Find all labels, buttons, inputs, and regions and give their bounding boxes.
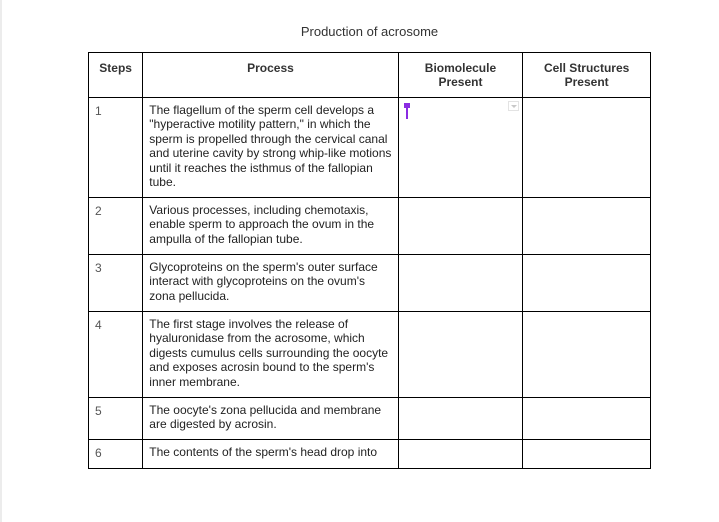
biomolecule-cell[interactable] (398, 312, 523, 398)
step-cell[interactable]: 4 (89, 312, 143, 398)
biomolecule-cell[interactable] (398, 398, 523, 440)
cell-structures-cell[interactable] (523, 98, 651, 198)
cell-structures-cell[interactable] (523, 398, 651, 440)
collaborator-cursor-icon (404, 103, 410, 119)
header-biomolecule[interactable] (398, 53, 523, 98)
header-cell-structures[interactable] (523, 53, 651, 98)
process-cell[interactable]: Various processes, including chemotaxis, enable sperm to approach the ovum in the ampulla of the fallopian tube. (143, 198, 398, 255)
biomolecule-cell[interactable] (398, 255, 523, 312)
process-table (88, 52, 651, 469)
table-row (89, 312, 651, 398)
step-cell[interactable]: 1 (89, 98, 143, 198)
header-biomolecule-label: Biomolecule Present (424, 61, 497, 90)
table-row (89, 198, 651, 255)
header-process[interactable]: Process (143, 53, 398, 98)
biomolecule-cell[interactable] (398, 440, 523, 469)
header-steps[interactable]: Steps (89, 53, 143, 98)
process-cell[interactable]: The contents of the sperm's head drop into (143, 440, 398, 469)
step-cell[interactable]: 6 (89, 440, 143, 469)
table-row (89, 440, 651, 469)
table-row (89, 98, 651, 198)
process-cell[interactable]: The flagellum of the sperm cell develops a "hyperactive motility pattern," in which the sperm is propelled through the cervical canal and uterine cavity by strong whip-like motions until it reaches the isthmus of the fallopian tube. (143, 98, 398, 198)
process-cell[interactable]: Glycoproteins on the sperm's outer surface interact with glycoproteins on the ovum's zona pellucida. (143, 255, 398, 312)
table-row (89, 398, 651, 440)
biomolecule-cell[interactable] (398, 198, 523, 255)
header-row (89, 53, 651, 98)
chevron-down-icon[interactable] (508, 101, 519, 111)
step-cell[interactable]: 3 (89, 255, 143, 312)
step-cell[interactable]: 2 (89, 198, 143, 255)
cell-structures-cell[interactable] (523, 440, 651, 469)
table-row (89, 255, 651, 312)
cell-structures-cell[interactable] (523, 198, 651, 255)
header-cell-structures-label: Cell Structures Present (543, 61, 630, 90)
cell-structures-cell[interactable] (523, 312, 651, 398)
process-cell[interactable]: The oocyte's zona pellucida and membrane are digested by acrosin. (143, 398, 398, 440)
step-cell[interactable]: 5 (89, 398, 143, 440)
process-cell[interactable]: The first stage involves the release of hyaluronidase from the acrosome, which digests cumulus cells surrounding the oocyte and exposes acrosin bound to the sperm's inner membrane. (143, 312, 398, 398)
left-gutter (0, 0, 2, 522)
biomolecule-cell[interactable] (398, 98, 523, 198)
cell-structures-cell[interactable] (523, 255, 651, 312)
document-title: Production of acrosome (300, 24, 439, 39)
